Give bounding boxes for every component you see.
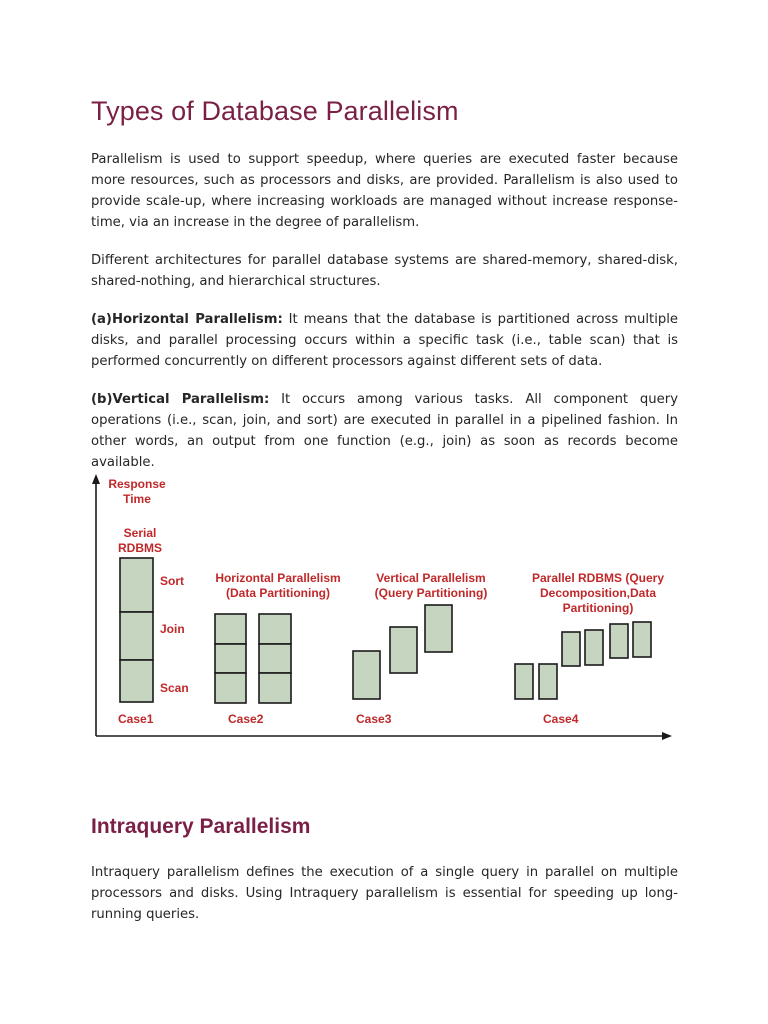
- parallel-box: [610, 624, 628, 658]
- section-title-types-of-parallelism: Types of Database Parallelism: [91, 96, 459, 126]
- operation-label-sort: Sort: [160, 574, 184, 588]
- parallel-box: [562, 632, 580, 666]
- vertical-label-line2: (Query Partitioning): [374, 586, 488, 600]
- parallel-box: [585, 630, 603, 665]
- vertical-parallelism-label: (b)Vertical Parallelism:: [91, 392, 270, 407]
- horizontal-parallelism-label: (a)Horizontal Parallelism:: [91, 312, 283, 327]
- parallel-label-line3: Partitioning): [562, 601, 634, 615]
- horizontal-box: [259, 614, 291, 644]
- vertical-box: [390, 627, 417, 673]
- vertical-label-line1: Vertical Parallelism: [376, 571, 486, 585]
- serial-join-box: [120, 612, 153, 660]
- parallel-box: [539, 664, 557, 699]
- serial-sort-box: [120, 558, 153, 612]
- parallel-rdbms-boxes: [515, 622, 651, 699]
- y-axis-arrow-icon: [92, 474, 100, 484]
- case-label-2: Case2: [228, 712, 264, 726]
- horizontal-partition-stacks: [215, 614, 291, 703]
- paragraph-vertical-parallelism: [91, 389, 678, 473]
- y-axis-label-line2: Time: [123, 492, 151, 506]
- horizontal-box: [215, 673, 246, 703]
- parallel-box: [515, 664, 533, 699]
- horizontal-box: [259, 673, 291, 703]
- operation-label-join: Join: [160, 622, 185, 636]
- serial-stack: [120, 558, 153, 702]
- parallel-box: [633, 622, 651, 657]
- y-axis-label-line1: Response: [108, 477, 166, 491]
- horizontal-box: [259, 644, 291, 673]
- vertical-box: [425, 605, 452, 652]
- parallel-label-line1: Parallel RDBMS (Query: [531, 571, 665, 585]
- x-axis-arrow-icon: [662, 732, 672, 740]
- horizontal-box: [215, 614, 246, 644]
- case-label-3: Case3: [356, 712, 392, 726]
- parallel-label-line2: Decomposition,Data: [539, 586, 657, 600]
- horizontal-parallelism-text: It means that the database is partitioned across multiple disks, and parallel processing occurs within a specific task (i.e., table scan) that is performed concurrently on different processors against different sets of data.: [91, 312, 679, 369]
- vertical-box: [353, 651, 380, 699]
- vertical-parallelism-text: It occurs among various tasks. All component query operations (i.e., scan, join, and sort) are executed in parallel in a pipelined fashion. In other words, an output from one function (e.g., join) as soon as records become available.: [91, 392, 678, 470]
- horizontal-label-line1: Horizontal Parallelism: [215, 571, 341, 585]
- serial-scan-box: [120, 660, 153, 702]
- horizontal-label-line2: (Data Partitioning): [226, 586, 330, 600]
- paragraph-architectures: Different architectures for parallel database systems are shared-memory, shared-disk, shared-nothing, and hierarchical structures.: [91, 253, 678, 289]
- paragraph-speedup-scaleup: Parallelism is used to support speedup, where queries are executed faster because more resources, such as processors and disks, are provided. Parallelism is also used to provide scale-up, where increasing workloads are managed without increase response-time, via an increase in the degree of parallelism.: [91, 152, 678, 230]
- paragraph-horizontal-parallelism: [91, 309, 678, 372]
- parallelism-diagram: [88, 472, 680, 750]
- case-label-1: Case1: [118, 712, 154, 726]
- serial-label-line2: RDBMS: [118, 541, 162, 555]
- horizontal-box: [215, 644, 246, 673]
- section-title-intraquery: Intraquery Parallelism: [91, 815, 311, 838]
- case-label-4: Case4: [543, 712, 579, 726]
- paragraph-intraquery: Intraquery parallelism defines the execution of a single query in parallel on multiple processors and disks. Using Intraquery parallelism is essential for speeding up long-running queries.: [91, 865, 678, 922]
- operation-label-scan: Scan: [160, 681, 189, 695]
- vertical-pipeline-boxes: [353, 605, 452, 699]
- serial-label-line1: Serial: [123, 526, 157, 540]
